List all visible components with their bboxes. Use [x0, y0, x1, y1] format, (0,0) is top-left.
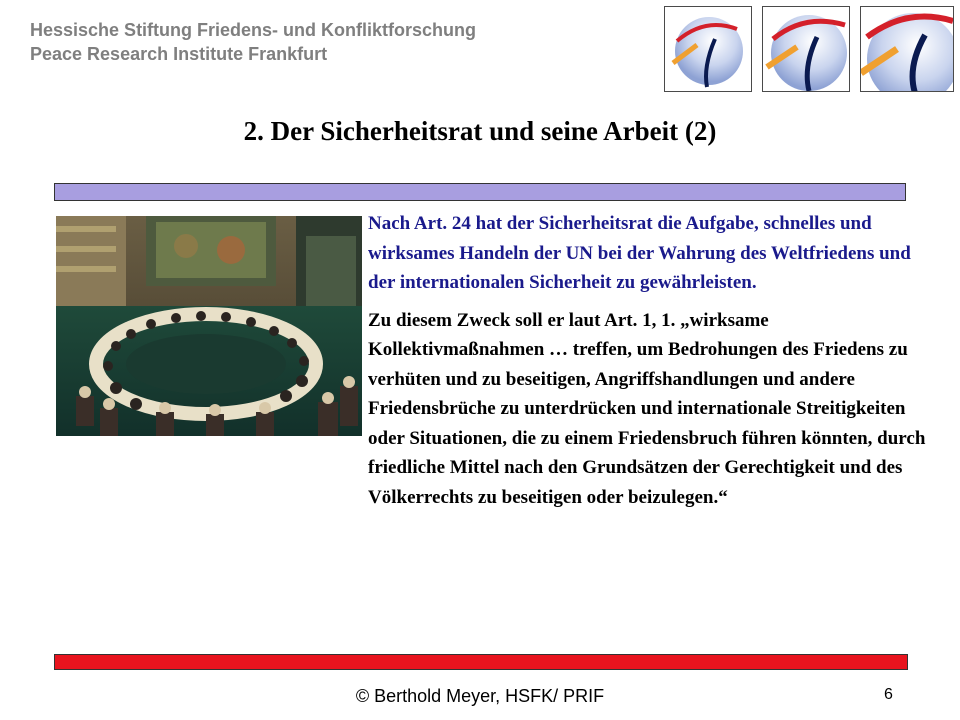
paragraph-mandate: Nach Art. 24 hat der Sicherheitsrat die Aufgabe, schnelles und wirksames Handeln der UN bei der Wahrung des Weltfriedens und der internationalen Sicherheit zu gewährleisten. [368, 213, 911, 293]
org-name-english: Peace Research Institute Frankfurt [30, 44, 328, 64]
security-council-photo [56, 216, 362, 436]
footer-credit: © Berthold Meyer, HSFK/ PRIF [355, 686, 605, 706]
prif-logo-icon [860, 6, 954, 92]
prif-logo-icon [664, 6, 752, 92]
organization-header [30, 18, 590, 66]
prif-logo-icon [762, 6, 850, 92]
bottom-divider-bar [54, 654, 908, 670]
org-name-german: Hessische Stiftung Friedens- und Konfliktforschung [30, 20, 477, 40]
top-divider-bar [54, 183, 906, 201]
page-number: 6 [884, 686, 893, 703]
paragraph-charter-quote: Zu diesem Zweck soll er laut Art. 1, 1. „wirksame Kollektivmaßnahmen … treffen, um Bedrohungen des Friedens zu verhüten und zu beseitigen, Angriffshandlungen und andere Friedensbrüche zu unterdrücken und internationale Streitigkeiten oder Situationen, die zu einem Friedensbruch führen könnten, durch friedliche Mittel nach den Grundsätzen der Gerechtigkeit und des Völkerrechts zu beseitigen oder beizulegen.“ [368, 309, 926, 508]
body-text [368, 209, 938, 512]
slide-title: 2. Der Sicherheitsrat und seine Arbeit (2) [243, 116, 717, 146]
logo-strip [664, 6, 954, 92]
